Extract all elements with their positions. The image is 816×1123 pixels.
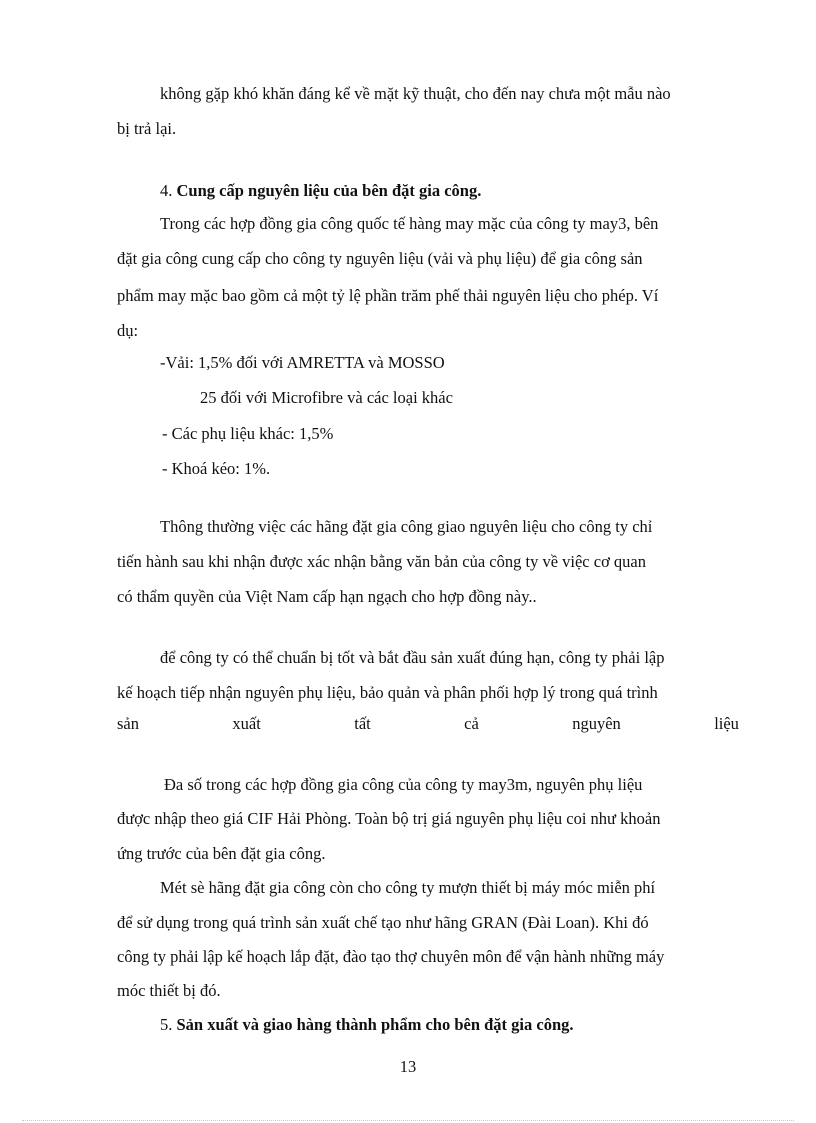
word: xuất <box>232 714 261 733</box>
section-4-heading <box>160 180 481 202</box>
list-item: - Các phụ liệu khác: 1,5% <box>162 424 334 443</box>
word: sản <box>117 714 139 733</box>
word: liệu <box>714 714 739 733</box>
list-item: - Khoá kéo: 1%. <box>162 459 271 478</box>
body-text-line: để sử dụng trong quá trình sản xuất chế tạo như hãng GRAN (Đài Loan). Khi đó <box>117 913 649 932</box>
body-text-line: phẩm may mặc bao gồm cả một tỷ lệ phần trăm phế thải nguyên liệu cho phép. Ví <box>117 286 659 305</box>
body-text-line: được nhập theo giá CIF Hải Phòng. Toàn bộ trị giá nguyên phụ liệu coi như khoản <box>117 809 661 828</box>
body-text-line: ứng trước của bên đặt gia công. <box>117 844 326 863</box>
body-text-line: không gặp khó khăn đáng kể về mặt kỹ thuật, cho đến nay chưa một mẫu nào <box>160 84 671 103</box>
word: nguyên <box>572 714 621 733</box>
body-text-line: dụ: <box>117 321 139 340</box>
list-item-continuation: 25 đối với Microfibre và các loại khác <box>200 388 453 407</box>
body-text-line: tiến hành sau khi nhận được xác nhận bằng văn bản của công ty về việc cơ quan <box>117 552 647 571</box>
list-item: -Vải: 1,5% đối với AMRETTA và MOSSO <box>160 353 445 372</box>
body-text-line: công ty phải lập kế hoạch lắp đặt, đào tạo thợ chuyên môn để vận hành những máy <box>117 947 665 966</box>
section-title: Sản xuất và giao hàng thành phẩm cho bên đặt gia công. <box>176 1015 574 1034</box>
body-text-line: Mét sè hãng đặt gia công còn cho công ty mượn thiết bị máy móc miễn phí <box>160 878 656 897</box>
body-text-line: Đa số trong các hợp đồng gia công của công ty may3m, nguyên phụ liệu <box>164 775 643 794</box>
body-text-line: kế hoạch tiếp nhận nguyên phụ liệu, bảo quản và phân phối hợp lý trong quá trình <box>117 683 658 702</box>
justified-line <box>117 713 739 735</box>
word: tất <box>354 714 371 733</box>
body-text-line: đặt gia công cung cấp cho công ty nguyên liệu (vải và phụ liệu) để gia công sản <box>117 249 643 268</box>
body-text-line: có thẩm quyền của Việt Nam cấp hạn ngạch cho hợp đồng này.. <box>117 587 537 606</box>
section-title: Cung cấp nguyên liệu của bên đặt gia công. <box>176 181 482 200</box>
body-text-line: bị trả lại. <box>117 119 177 138</box>
body-text-line: để công ty có thể chuẩn bị tốt và bắt đầu sản xuất đúng hạn, công ty phải lập <box>160 648 665 667</box>
section-number: 5. <box>160 1015 173 1034</box>
section-5-heading <box>160 1014 574 1036</box>
body-text-line: móc thiết bị đó. <box>117 981 221 1000</box>
word: cả <box>464 714 479 733</box>
body-text-line: Thông thường việc các hãng đặt gia công giao nguyên liệu cho công ty chỉ <box>160 517 653 536</box>
body-text-line: Trong các hợp đồng gia công quốc tế hàng may mặc của công ty may3, bên <box>160 214 659 233</box>
section-number: 4. <box>160 181 173 200</box>
page-number: 13 <box>399 1057 417 1076</box>
page-bottom-divider <box>22 1120 794 1121</box>
